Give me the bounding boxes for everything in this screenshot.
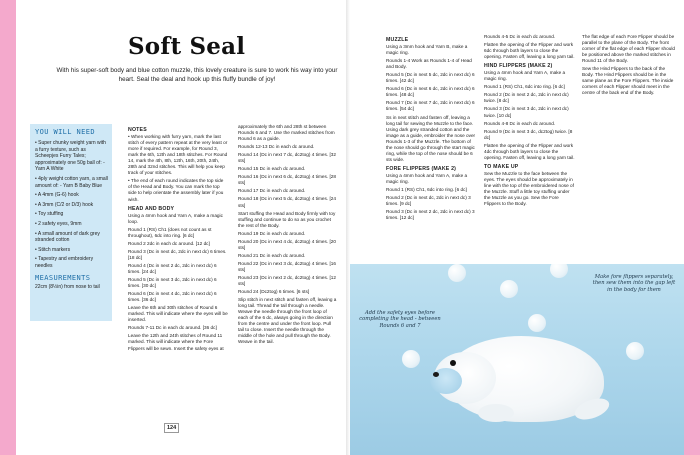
- pompom-decoration: [402, 350, 420, 368]
- materials-item: • A 3mm (C/2 or D/3) hook: [35, 202, 108, 209]
- left-page: [16, 0, 346, 455]
- round-text: Rounds 7-11 Dc in each dc around. [36 dc]: [128, 325, 217, 331]
- annotation-right: Make fore flippers separately, then sew them into the gap left in the body for them: [592, 274, 676, 293]
- round-text: Rounds 1-4 Work as Rounds 1-4 of Head and Body.: [386, 58, 472, 70]
- round-text: Round 9 (Dc in next 3 dc, dc2tog) twice. [8 dc]: [484, 128, 573, 140]
- round-text: Round 5 (Dc in next 3 dc, 2dc in next dc) 6 times. [30 dc]: [128, 277, 217, 289]
- round-text: Rounds 12-13 Dc in each dc around.: [238, 144, 315, 150]
- head-body-heading: HEAD AND BODY: [128, 205, 175, 212]
- round-text: Rounds 4-8 Dc in each dc around.: [484, 120, 556, 126]
- pompom-decoration: [626, 342, 644, 360]
- materials-item: • Stitch markers: [35, 247, 108, 254]
- intro-text: With his super-soft body and blue cotton muzzle, this lovely creature is sure to work his way into your heart. Seal the deal and hook up this fluffy bundle of joy!: [56, 67, 338, 83]
- materials-sidebar: [30, 124, 112, 321]
- round-text: Round 16 (Dc in next 6 dc, dc2tog) 4 times. [28 sts]: [238, 174, 336, 186]
- materials-item: • A 4mm (G-6) hook: [35, 192, 108, 199]
- pattern-column-2: [238, 124, 338, 348]
- hind-flippers-heading: HIND FLIPPERS (MAKE 2): [484, 63, 553, 70]
- page-number: 124: [164, 423, 179, 433]
- round-text: Round 2 (Dc in next dc, 2dc in next dc) 3 times. [9 dc]: [386, 195, 471, 207]
- round-text: Round 21 Dc in each dc around.: [238, 252, 306, 258]
- round-text: Round 4 (Dc in next 2 dc, 2dc in next dc) 6 times. [24 dc]: [128, 262, 217, 274]
- round-text: Round 2 2dc in each dc around. [12 dc]: [128, 240, 210, 246]
- materials-item: • 2 safety eyes, 9mm: [35, 221, 108, 228]
- round-text: Round 24 (Dc2tog) 6 times. [6 sts]: [238, 289, 310, 295]
- pattern-column-3: [386, 34, 478, 223]
- fore-flippers-heading: FORE FLIPPERS (MAKE 2): [386, 165, 457, 172]
- materials-item: • 4ply weight cotton yarn, a small amount of: - Yarn B Baby Blue: [35, 176, 108, 189]
- note-text: • The end of each round indicates the top side of the Head and Body. You can mark the top side to help orientate the assembly later if you wish.: [128, 178, 224, 202]
- page-title: Soft Seal: [128, 33, 246, 60]
- notes-heading: NOTES: [128, 127, 147, 133]
- pattern-column-4: [484, 34, 576, 209]
- note-text: • When working with furry yarn, mark the last stitch of every pattern repeat at the very least or more if required. For example, for Round 3, mark the 6th, 12th and 18th stitches. For Round 14, mark the 4th, 8th, 12th, 16th, 20th, 24th, 28th and 32nd stitches. This will help you keep track of your stitches.: [128, 134, 228, 176]
- round-text: Round 1 (RS) Ch1, 6dc into ring. [6 dc]: [386, 187, 467, 193]
- seal-photo: [350, 264, 684, 455]
- round-text: Round 5 (Dc in next 5 dc, 2dc in next dc) 6 times. [42 dc]: [386, 72, 475, 84]
- materials-item: • A small amount of dark grey stranded cotton: [35, 231, 108, 244]
- pompom-decoration: [448, 264, 466, 282]
- round-text: Round 23 (Dc in next 2 dc, dc2tog) 4 times. [12 sts]: [238, 274, 336, 287]
- round-text: Round 18 (Dc in next 5 dc, dc2tog) 4 times. [24 sts]: [238, 196, 336, 208]
- fore-flippers-finish: Flatten the opening of the Flipper and work 6dc through both layers to close the opening. Fasten off, leaving a long yarn tail.: [484, 42, 575, 60]
- round-text: Round 3 (Dc in next 3 dc, 2dc in next dc) twice. [10 dc]: [484, 106, 569, 118]
- make-up-text: The flat edge of each Fore Flipper should be parallel to the plane of the Body. The front corner of the flat edge of each Flipper should be positioned above the marked stitches in Round 11 of the Body.: [582, 34, 676, 64]
- annotation-left: Add the safety eyes before completing the head - between Rounds 6 and 7: [359, 310, 441, 329]
- seal-nose: [433, 372, 439, 377]
- materials-item: • Toy stuffing: [35, 211, 108, 218]
- round-text: Round 2 (Dc in next 2 dc, 2dc in next dc) twice. [8 dc]: [484, 92, 569, 104]
- pattern-column-1: [128, 124, 228, 354]
- muzzle-intro: Using a 3mm hook and Yarn B, make a magic ring.: [386, 44, 468, 56]
- pattern-column-5: [582, 34, 676, 98]
- stuffing-text: Start stuffing the Head and Body firmly with toy stuffing and continue to do so as you crochet the rest of the Body.: [238, 210, 336, 228]
- round-text: Round 20 (Dc in next 4 dc, dc2tog) 4 times. [20 sts]: [238, 238, 336, 250]
- round-text: Round 3 (Dc in next dc, 2dc in next dc) 6 times. [18 dc]: [128, 248, 227, 260]
- measurements-heading: MEASUREMENTS: [35, 273, 91, 282]
- materials-heading: YOU WILL NEED: [35, 128, 95, 136]
- round-text: Round 1 (RS) Ch1 (does not count as st throughout), 6dc into ring. [6 dc]: [128, 226, 212, 238]
- round-text: Round 14 (Dc in next 7 dc, dc2tog) 4 times. [32 sts]: [238, 152, 336, 164]
- eyes-marker-text: Leave the 6th and 30th stitches of Round 6 marked. This will indicate where the eyes will be inserted.: [128, 305, 228, 323]
- round-text: Round 7 (Dc in next 7 dc, 2dc in next dc) 6 times. [54 dc]: [386, 100, 475, 112]
- round-text: Round 15 Dc in each dc around.: [238, 166, 306, 172]
- flipper-marker-text: Leave the 12th and 24th stitches of Round 11 marked. This will indicate where the Fore Flippers will be sewn. Insert the safety eyes at: [128, 333, 224, 351]
- round-text: Round 19 Dc in each dc around.: [238, 230, 306, 236]
- fore-flippers-intro: Using a 4mm hook and Yarn A, make a magic ring.: [386, 172, 468, 184]
- head-body-intro: Using a 4mm hook and Yarn A, make a magic loop.: [128, 212, 223, 224]
- pompom-decoration: [528, 314, 546, 332]
- make-up-heading: TO MAKE UP: [484, 163, 519, 170]
- round-text: Round 6 (Dc in next 4 dc, 2dc in next dc) 6 times. [36 dc]: [128, 291, 217, 303]
- materials-item: • Super chunky weight yarn with a furry texture, such as Scheepjes Furry Tales; approximately one 50g ball of: - Yarn A White: [35, 140, 108, 173]
- round-text: Round 6 (Dc in next 6 dc, 2dc in next dc) 6 times. [48 dc]: [386, 86, 475, 98]
- round-text: Rounds 4-5 Dc in each dc around.: [484, 34, 556, 39]
- round-text: Round 22 (Dc in next 3 dc, dc2tog) 4 times. [16 sts]: [238, 260, 336, 272]
- round-text: Round 3 (Dc in next 2 dc, 2dc in next dc) 3 times. [12 dc]: [386, 209, 475, 221]
- round-text: Round 17 Dc in each dc around.: [238, 188, 306, 194]
- right-page: [350, 0, 684, 455]
- pompom-decoration: [500, 280, 518, 298]
- muzzle-heading: MUZZLE: [386, 37, 409, 43]
- hind-flippers-intro: Using a 4mm hook and Yarn A, make a magic ring.: [484, 70, 566, 82]
- round-text: Round 1 (RS) Ch1, 6dc into ring. [6 dc]: [484, 84, 565, 90]
- finishing-text: Slip stitch in next stitch and fasten off, leaving a long tail. Thread the tail through a needle. Weave the needle through the front loop of each of the 6 dc, always going in the direction from the centre and under the front loop. Pull tail to close. Insert the needle through the middle of the hole and pull through the Body. Weave in the tail.: [238, 297, 337, 345]
- seal-eye: [450, 360, 456, 366]
- materials-list: [35, 140, 108, 270]
- eyes-text: approximately the 6th and 28th st between Rounds 6 and 7. Use the marked stitches from Round 6 as a guide.: [238, 124, 335, 142]
- make-up-text: Sew the Muzzle to the face between the eyes. The eyes should be approximately in line with the top of the embroidered nose of the Muzzle. Stuff a little toy stuffing under the Muzzle as you go. Sew the Fore Flippers to the Body.: [484, 170, 574, 207]
- materials-item: • Tapestry and embroidery needles: [35, 256, 108, 269]
- hind-flippers-finish: Flatten the opening of the Flipper and work 4dc through both layers to close the opening. Fasten off, leaving a long yarn tail.: [484, 142, 575, 160]
- seal-fore-flipper: [478, 404, 514, 422]
- muzzle-finish: Ss in next stitch and fasten off, leaving a long tail for sewing the Muzzle to the face. Using dark grey stranded cotton and the image as a guide, embroider the nose over Rounds 1-3 of the Muzzle. The bottom of the nose should go through the start magic ring, while the top of the nose should be 6 sts wide.: [386, 114, 476, 162]
- pompom-decoration: [550, 264, 568, 278]
- make-up-text: Sew the Hind Flippers to the back of the Body. The Hind Flippers should be in the same plane as the Fore Flippers. The inside corners of each Flipper should meet in the centre of the back end of the Body.: [582, 66, 674, 96]
- measurements-text: 22cm (8½in) from nose to tail: [35, 283, 100, 290]
